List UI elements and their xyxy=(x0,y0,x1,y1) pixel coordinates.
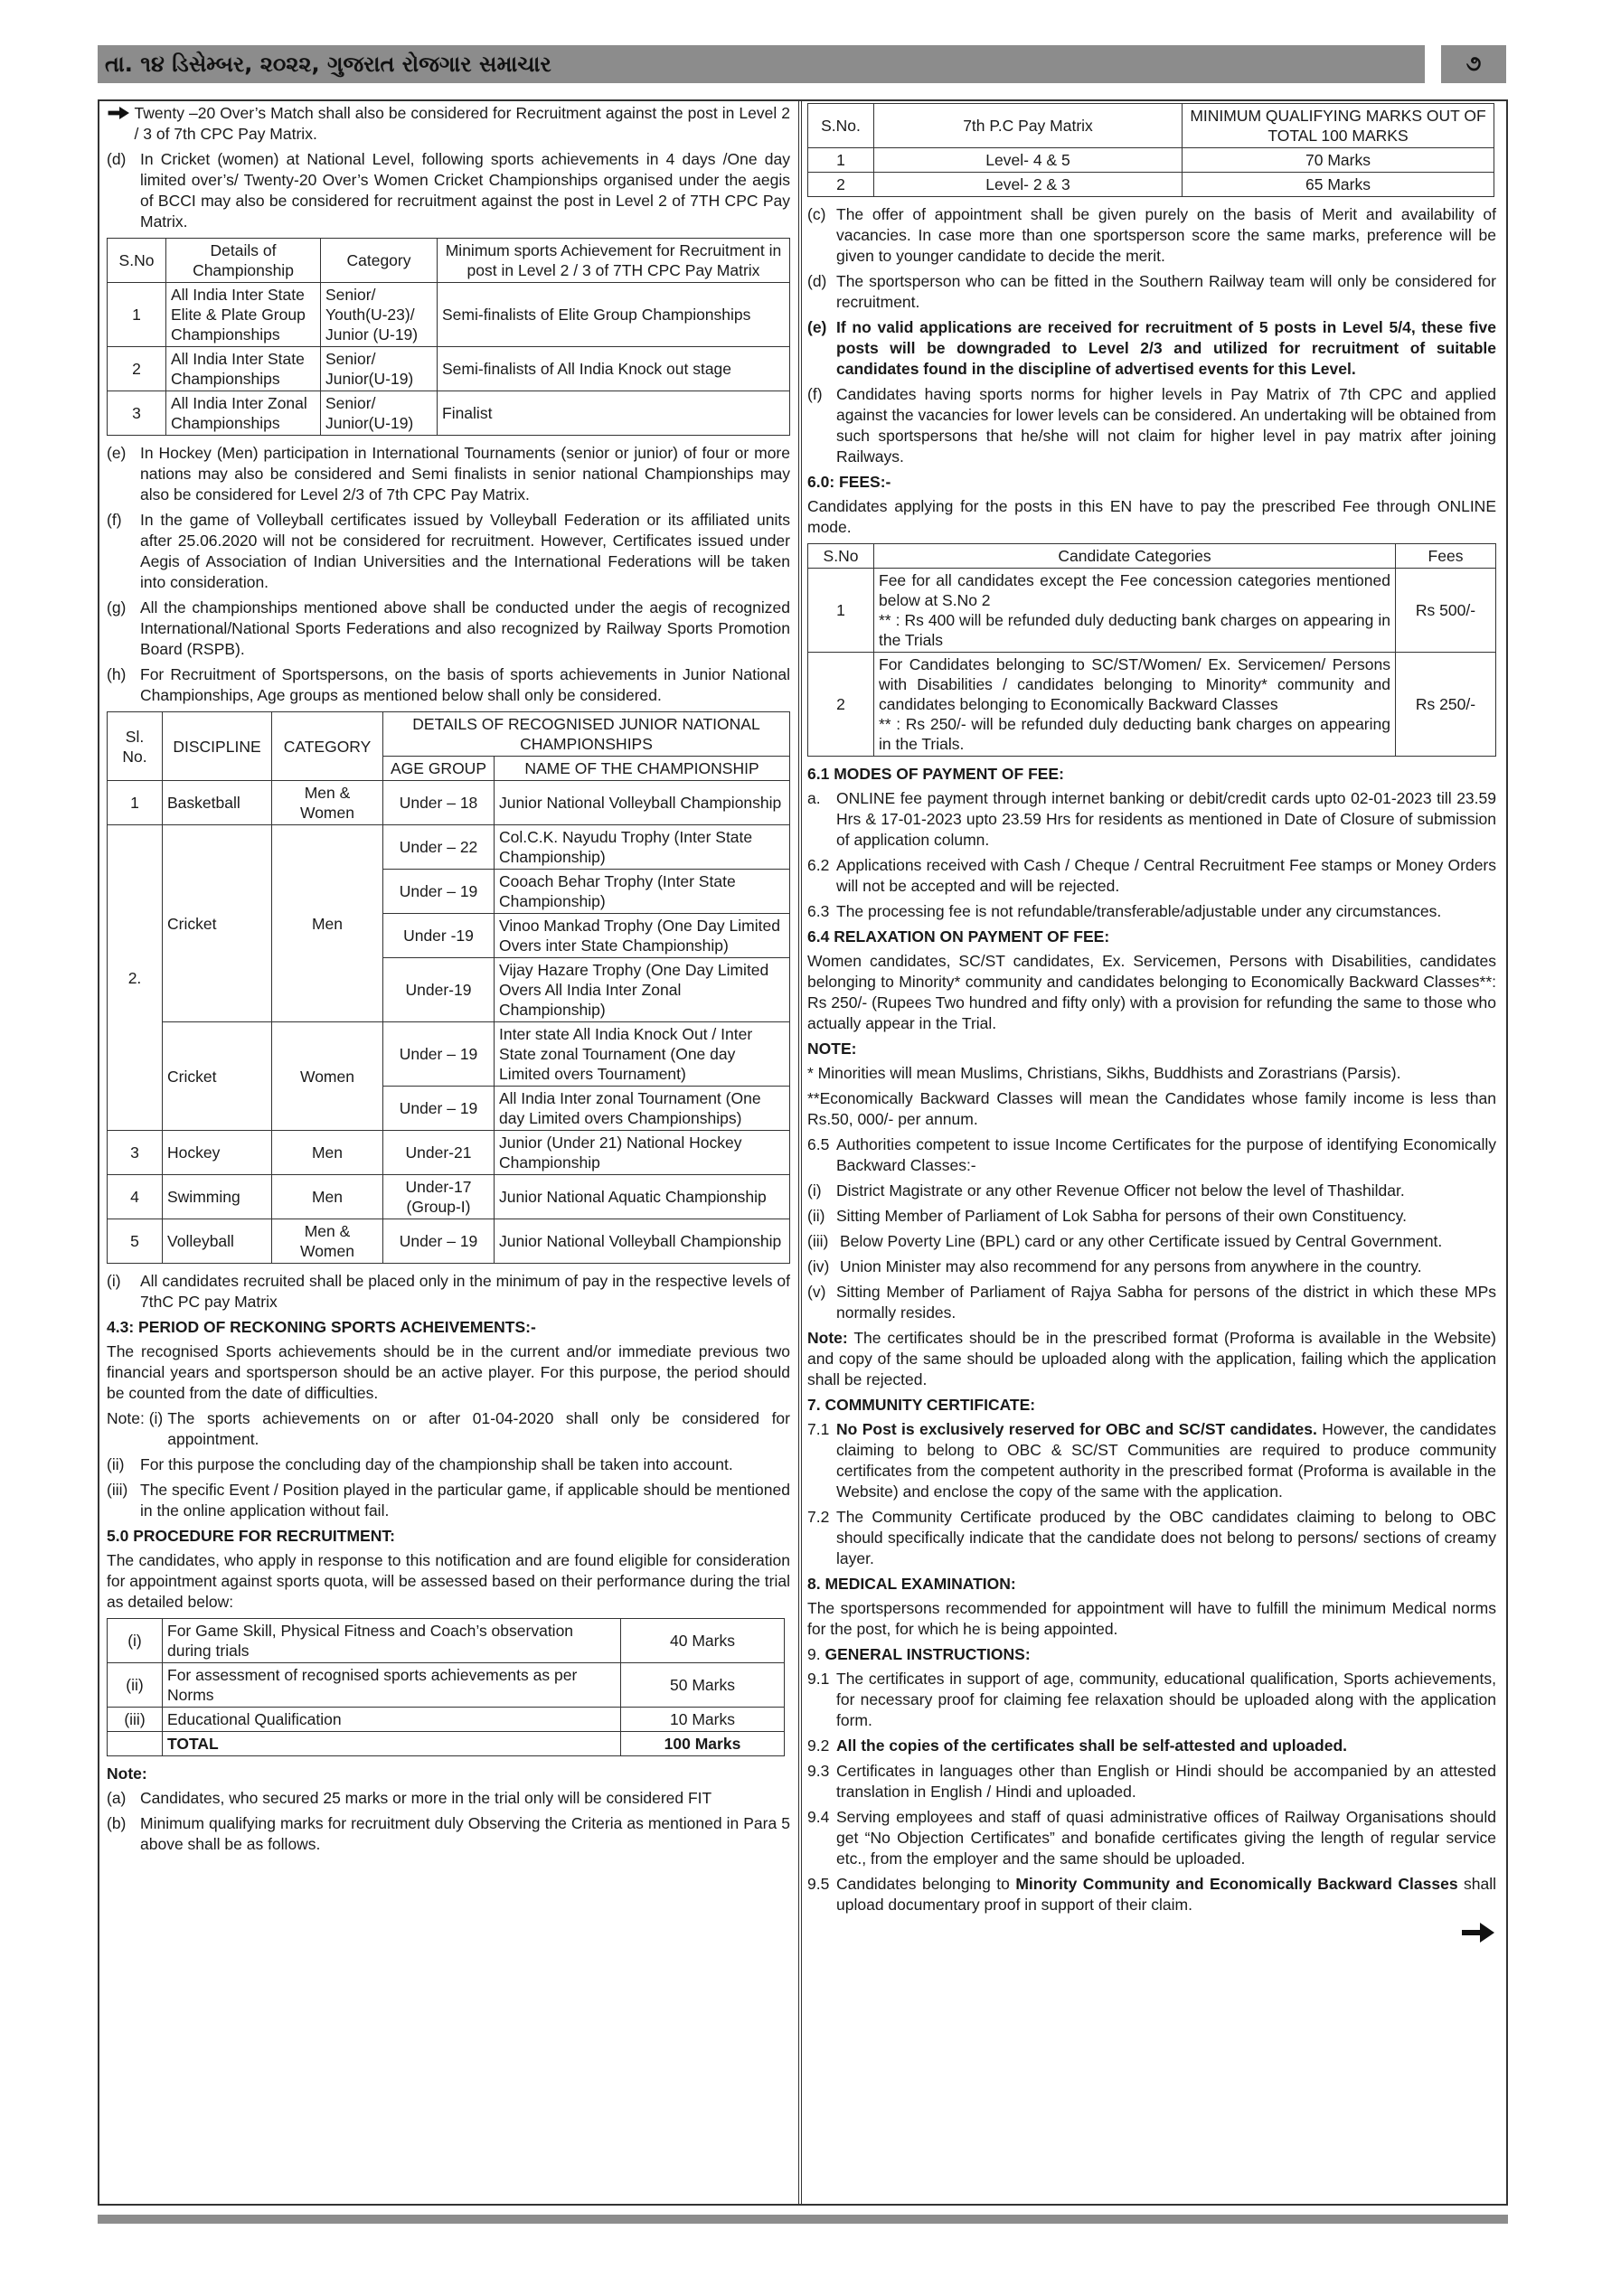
section-9-3: 9.3 Certificates in languages other than English or Hindi should be accompanied by an attested translation in English / Hindi and uploaded. xyxy=(807,1762,1496,1801)
clause-g: (g) All the championships mentioned above shall be conducted under the aegis of recognized International/National Sports Federations and also recognized by Railway Sports Promotion Board (RSPB). xyxy=(107,598,790,658)
table-row: 2 For Candidates belonging to SC/ST/Women/ Ex. Servicemen/ Persons with Disabilities / candidates belonging to Minority* community and candidates belonging to Economically Backward Classes ** : Rs 250/- will be refunded duly deducting bank charges on appearing in the Trials. Rs 250/- xyxy=(808,653,1496,757)
assessment-marks-table xyxy=(107,1618,785,1756)
section-9-5: 9.5 Candidates belonging to Minority Community and Economically Backward Classes shall upload documentary proof in support of their claim. xyxy=(807,1875,1496,1914)
clause-d: (d) In Cricket (women) at National Level, following sports achievements in 4 days /One day limited over’s/ Twenty-20 Over’s Women Cricket Championships organised under the aegis of BCCI may also be considered for recruitment against the post in Level 2 of 7TH CPC Pay Matrix. xyxy=(107,150,790,231)
section-9-2: 9.2 All the copies of the certificates shall be self-attested and uploaded. xyxy=(807,1736,1347,1755)
section-7-1: 7.1 No Post is exclusively reserved for OBC and SC/ST candidates. However, the candidates claiming to belong to OBC & SC/ST Communities are required to produce community certificates from the competent authority in the prescribed format (Proforma is available in the Website) and enclose the copy of the same with the application. xyxy=(807,1420,1496,1501)
junior-championships-table: Sl. No. DISCIPLINE CATEGORY DETAILS OF RECOGNISED JUNIOR NATIONAL CHAMPIONSHIPS AGE GROUP NAME OF THE CHAMPIONSHIP 1 Basketball Men & Women Under – 18 Junior National Volleyball Championship 2. Cricket Men Under – 22 Col.C.K. Nayudu Trophy (Inter State Championship) Under – 19 Cooach Behar Trophy (Inter State Championship) Under -19 Vinoo Mankad Trophy (One Day Limited Overs inter State Championship) Under-19 Vijay Hazare Trophy (One Day Limited Overs All India Inter Zonal Championship) Cricket Women Under – 19 Inter state All India Knock Out / Inter State zonal Tournament (One day Limited overs Tournament) Under – 19 All India Inter zonal Tournament (One day Limited overs Championships) 3 Hockey Men Under-21 Junior (Under 21) National Hockey Championship 4 Swimming Men Under-17 (Group-I) Junior National Aquatic Championship 5 Volleyball Men & Women Under – 19 Junior National Volleyball Championship xyxy=(107,711,790,1264)
section-6-2: 6.2 Applications received with Cash / Cheque / Central Recruitment Fee stamps or Money Orders will not be accepted and will be rejected. xyxy=(807,856,1496,895)
section-9-heading: 9. GENERAL INSTRUCTIONS: xyxy=(807,1645,1031,1663)
clause-c: (c) The offer of appointment shall be given purely on the basis of Merit and availability of vacancies. In case more than one sportsperson score the same marks, preference will be given to younger candidate to decide the merit. xyxy=(807,205,1496,265)
cricket-championship-table: S.No Details of Championship Category Minimum sports Achievement for Recruitment in post in Level 2 / 3 of 7TH CPC Pay Matrix 1 All India Inter State Elite & Plate Group Championships Senior/ Youth(U-23)/ Junior (U-19) Semi-finalists of Elite Group Championships 2 All India Inter State Championships Senior/ Junior(U-19) Semi-finalists of All India Knock out stage 3 All India Inter Zonal Championships Senior/ Junior(U-19) Finalist xyxy=(107,238,790,436)
table-row: 2. Cricket Men Under – 22 Col.C.K. Nayudu Trophy (Inter State Championship) xyxy=(108,825,790,870)
section-7-heading: 7. COMMUNITY CERTIFICATE: xyxy=(807,1396,1036,1414)
intro-continuation: Twenty –20 Over’s Match shall also be considered for Recruitment against the post in Level 2 / 3 of 7th CPC Pay Matrix. xyxy=(107,103,790,145)
section-5-0-heading: 5.0 PROCEDURE FOR RECRUITMENT: xyxy=(107,1527,395,1545)
section-6-4-text: Women candidates, SC/ST candidates, Ex. Servicemen, Persons with Disabilities, candidates belonging to Minority* community and candidates belonging to Economically Backward Classes**: Rs 250/- (Rupees Two hundred and fifty only) with a provision for refunding the same to those who actually appear in the Trial. xyxy=(807,952,1496,1032)
table-row: 2 Level- 2 & 3 65 Marks xyxy=(808,173,1494,197)
qualifying-marks-table: S.No. 7th P.C Pay Matrix MINIMUM QUALIFYING MARKS OUT OF TOTAL 100 MARKS 1 Level- 4 & 5 70 Marks 2 Level- 2 & 3 65 Marks xyxy=(807,103,1494,197)
table-row: Under-19 Vijay Hazare Trophy (One Day Limited Overs All India Inter Zonal Championship) xyxy=(108,958,790,1022)
note-heading: NOTE: xyxy=(807,1040,857,1058)
section-4-3-ii: (ii) For this purpose the concluding day of the championship shall be taken into account. xyxy=(107,1455,733,1473)
clause-f: (f) Candidates having sports norms for higher levels in Pay Matrix of 7th CPC and applied against the vacancies for lower levels can be considered. An undertaking will be obtained from such sportspersons that he/she will not claim for higher level in pay matrix after joining Railways. xyxy=(807,385,1496,466)
section-6-5-iv: (iv) Union Minister may also recommend for any persons from anywhere in the country. xyxy=(807,1257,1422,1275)
table-row: 3 Hockey Men Under-21 Junior (Under 21) National Hockey Championship xyxy=(108,1131,790,1175)
table-row: 3 All India Inter Zonal Championships Senior/ Junior(U-19) Finalist xyxy=(108,391,790,436)
newspaper-title: તા. ૧૪ ડિસેમ્બર, ૨૦૨૨, ગુજરાત રોજગાર સમાચાર xyxy=(105,52,551,77)
clause-d: (d) The sportsperson who can be fitted in the Southern Railway team will only be considered for recruitment. xyxy=(807,272,1496,311)
page-number: ૭ xyxy=(1441,45,1506,83)
section-4-3-text: The recognised Sports achievements should be in the current and/or immediate previous two financial years and sportsperson should be an active player. For this purpose, the period should be counted from the date of difficulties. xyxy=(107,1342,790,1402)
table-row: 4 Swimming Men Under-17 (Group-I) Junior National Aquatic Championship xyxy=(108,1175,790,1219)
section-4-3-note: Note: (i) The sports achievements on or after 01-04-2020 shall only be considered for appointment. xyxy=(107,1409,790,1448)
section-6-4-heading: 6.4 RELAXATION ON PAYMENT OF FEE: xyxy=(807,927,1110,946)
section-5-0-text: The candidates, who apply in response to this notification and are found eligible for consideration for appointment against sports quota, will be assessed based on their performance during the trial as detailed below: xyxy=(107,1551,790,1611)
right-column xyxy=(807,103,1496,1951)
footer-bar xyxy=(98,2215,1508,2224)
note-heading: Note: xyxy=(107,1764,147,1783)
table-row: (ii) For assessment of recognised sports achievements as per Norms 50 Marks xyxy=(108,1663,785,1708)
table-row: 1 Level- 4 & 5 70 Marks xyxy=(808,148,1494,173)
continued-arrow xyxy=(807,1920,1496,1951)
table-row: Under – 19 Cooach Behar Trophy (Inter State Championship) xyxy=(108,870,790,914)
table-row: 5 Volleyball Men & Women Under – 19 Junior National Volleyball Championship xyxy=(108,1219,790,1264)
clause-h: (h) For Recruitment of Sportspersons, on the basis of sports achievements in Junior National Championships, Age groups as mentioned below shall only be considered. xyxy=(107,665,790,704)
table-row: 1 All India Inter State Elite & Plate Group Championships Senior/ Youth(U-23)/ Junior (U-19) Semi-finalists of Elite Group Championships xyxy=(108,283,790,347)
section-8-heading: 8. MEDICAL EXAMINATION: xyxy=(807,1575,1016,1593)
clause-e: (e) In Hockey (Men) participation in International Tournaments (senior or junior) of four or more nations may also be considered and Semi finalists in senior national Championships may also be considered for Level 2/3 of 7th CPC Pay Matrix. xyxy=(107,444,790,503)
section-6-3: 6.3 The processing fee is not refundable/transferable/adjustable under any circumstances. xyxy=(807,902,1442,920)
section-6-5-i: (i) District Magistrate or any other Revenue Officer not below the level of Thashildar. xyxy=(807,1181,1405,1200)
table-row: Under – 19 All India Inter zonal Tournament (One day Limited overs Championships) xyxy=(108,1087,790,1131)
table-row: 1 Basketball Men & Women Under – 18 Junior National Volleyball Championship xyxy=(108,781,790,825)
left-column xyxy=(107,103,790,1859)
column-divider xyxy=(798,99,802,2206)
fees-table: S.No Candidate Categories Fees 1 Fee for all candidates except the Fee concession categories mentioned below at S.No 2 ** : Rs 400 will be refunded duly deducting bank charges on appearing in the Trials Rs 500/- 2 For Candidates belonging to SC/ST/Women/ Ex. Servicemen/ Persons with Disabilities / candidates belonging to Minority* community and candidates belonging to Economically Backward Classes ** : Rs 250/- will be refunded duly deducting bank charges on appearing in the Trials. Rs 250/- xyxy=(807,543,1496,757)
section-6-0-text: Candidates applying for the posts in this EN have to pay the prescribed Fee through ONLINE mode. xyxy=(807,497,1496,536)
section-9-1: 9.1 The certificates in support of age, community, educational qualification, Sports achievements, for necessary proof for claiming fee relaxation should be uploaded along with the application form. xyxy=(807,1670,1496,1729)
table-row: TOTAL 100 Marks xyxy=(108,1732,785,1756)
clause-f: (f) In the game of Volleyball certificates issued by Volleyball Federation or its affiliated units after 25.06.2020 will not be considered for recruitment. However, Certificates issued under Aegis of Association of Indian Universities and the International Federations will be taken into consideration. xyxy=(107,511,790,591)
table-row: (i) For Game Skill, Physical Fitness and Coach’s observation during trials 40 Marks xyxy=(108,1619,785,1663)
table-row: Under -19 Vinoo Mankad Trophy (One Day Limited Overs inter State Championship) xyxy=(108,914,790,958)
section-6-1-heading: 6.1 MODES OF PAYMENT OF FEE: xyxy=(807,765,1064,783)
arrow-right-icon xyxy=(107,103,131,123)
note-a: (a) Candidates, who secured 25 marks or more in the trial only will be considered FIT xyxy=(107,1789,712,1807)
section-6-0-heading: 6.0: FEES:- xyxy=(807,473,891,491)
table-row: 2 All India Inter State Championships Senior/ Junior(U-19) Semi-finalists of All India Knock out stage xyxy=(108,347,790,391)
section-6-5-v: (v) Sitting Member of Parliament of Rajya Sabha for persons of the district in which these MPs normally resides. xyxy=(807,1283,1496,1322)
section-4-3-heading: 4.3: PERIOD OF RECKONING SPORTS ACHEIVEMENTS:- xyxy=(107,1318,536,1336)
section-7-2: 7.2 The Community Certificate produced by the OBC candidates claiming to belong to OBC should specifically indicate that the candidate does not belong to persons/ sections of creamy layer. xyxy=(807,1508,1496,1567)
clause-i: (i) All candidates recruited shall be placed only in the minimum of pay in the respective levels of 7thC PC pay Matrix xyxy=(107,1272,790,1311)
note-ebc: **Economically Backward Classes will mean the Candidates whose family income is less than Rs.50, 000/- per annum. xyxy=(807,1089,1496,1128)
section-6-5: 6.5 Authorities competent to issue Income Certificates for the purpose of identifying Economically Backward Classes:- xyxy=(807,1135,1496,1174)
section-6-5-iii: (iii) Below Poverty Line (BPL) card or any other Certificate issued by Central Government. xyxy=(807,1232,1443,1250)
note-b: (b) Minimum qualifying marks for recruitment duly Observing the Criteria as mentioned in Para 5 above shall be as follows. xyxy=(107,1814,790,1853)
section-4-3-iii: (iii) The specific Event / Position played in the particular game, if applicable should be mentioned in the online application without fail. xyxy=(107,1481,790,1520)
section-9-4: 9.4 Serving employees and staff of quasi administrative offices of Railway Organisations should get “No Objection Certificates” and bonafide certificates giving the length of regular service etc., from the employer and the same should be uploaded. xyxy=(807,1808,1496,1868)
table-row: 1 Fee for all candidates except the Fee concession categories mentioned below at S.No 2 ** : Rs 400 will be refunded duly deducting bank charges on appearing in the Trials Rs 500/- xyxy=(808,569,1496,653)
certificate-format-note: Note: The certificates should be in the prescribed format (Proforma is available in the Website) and copy of the same should be uploaded along with the application, failing which the application shall be rejected. xyxy=(807,1329,1497,1388)
table-row: (iii) Educational Qualification 10 Marks xyxy=(108,1708,785,1732)
section-8-text: The sportspersons recommended for appointment will have to fulfill the minimum Medical norms for the post, for which he is being appointed. xyxy=(807,1599,1496,1638)
section-6-1-a: a. ONLINE fee payment through internet banking or debit/credit cards upto 02-01-2023 till 23.59 Hrs & 17-01-2023 upto 23.59 Hrs for residents as mentioned in Date of Closure of submission of application column. xyxy=(807,789,1496,849)
section-6-5-ii: (ii) Sitting Member of Parliament of Lok Sabha for persons of their own Constituency. xyxy=(807,1207,1407,1225)
arrow-right-icon xyxy=(1460,1920,1496,1945)
page-header xyxy=(98,45,1508,83)
clause-e: (e) If no valid applications are received for recruitment of 5 posts in Level 5/4, these five posts will be downgraded to Level 2/3 and utilized for recruitment of suitable candidates found in the discipline of advertised events for this Level. xyxy=(807,318,1496,378)
note-minorities: * Minorities will mean Muslims, Christians, Sikhs, Buddhists and Zorastrians (Parsis). xyxy=(807,1064,1401,1082)
header-bar xyxy=(98,45,1425,83)
table-row: Cricket Women Under – 19 Inter state All India Knock Out / Inter State zonal Tournament (One day Limited overs Tournament) xyxy=(108,1022,790,1087)
